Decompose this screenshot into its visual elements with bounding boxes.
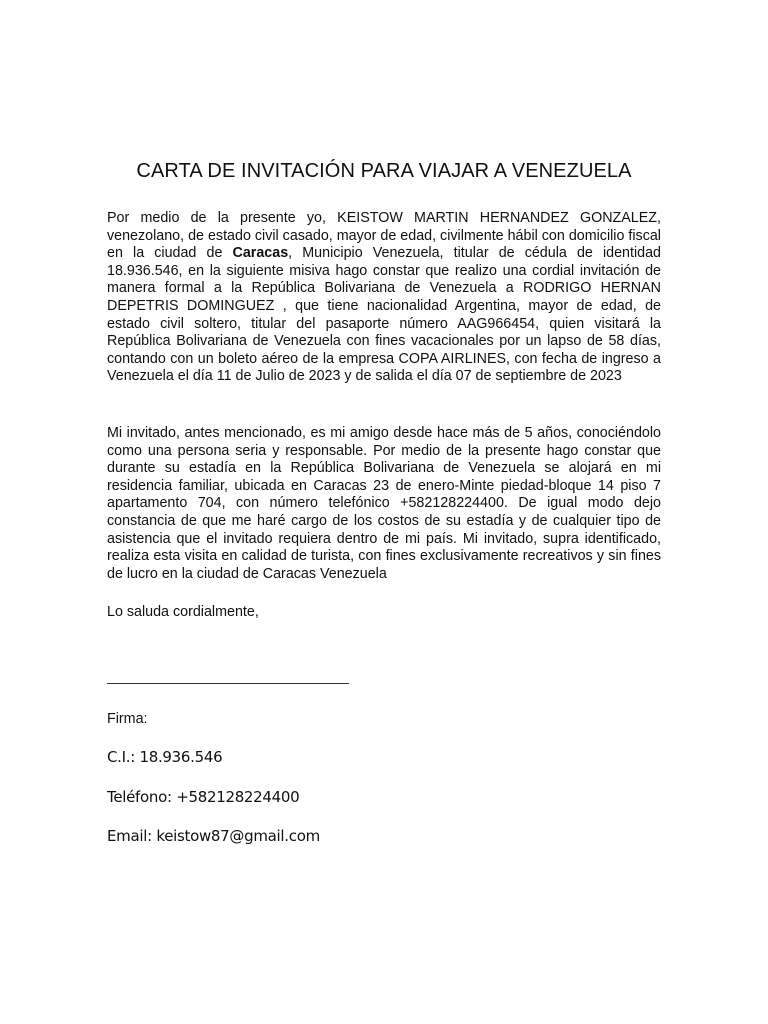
paragraph1-text-a: Por medio de la presente yo, KEISTOW MARTIN HERNANDEZ GONZALEZ, venezolano, de estado civil casado, mayor de edad, civilmente hábil con domicilio fiscal en la ciudad de: [107, 210, 661, 262]
city-name: Caracas: [232, 245, 289, 262]
phone-number: Teléfono: +582128224400: [107, 788, 300, 806]
closing-text: Lo saluda cordialmente,: [107, 604, 259, 620]
letter-title: CARTA DE INVITACIÓN PARA VIAJAR A VENEZUELA: [136, 160, 632, 182]
invitation-paragraph: [107, 210, 661, 386]
paragraph1-text-b: , Municipio Venezuela, titular de cédula de identidad 18.936.546, en la siguiente misiva hago constar que realizo una cordial invitación de manera formal a la República Bolivariana de Venezuela a RODRIGO HERNAN DEPETRIS DOMINGUEZ , que tiene nacionalidad Argentina, mayor de edad, de estado civil soltero, titular del pasaporte número AAG966454, quien visitará la República Bolivariana de Venezuela con fines vacacionales por un lapso de 58 días, contando con un boleto aéreo de la empresa COPA AIRLINES, con fecha de ingreso a Venezuela el día 11 de Julio de 2023 y de salida el día 07 de septiembre de 2023: [107, 245, 661, 385]
signature-label: Firma:: [107, 711, 148, 727]
id-number: C.I.: 18.936.546: [107, 748, 223, 766]
signature-line: [107, 683, 349, 684]
email-address: Email: keistow87@gmail.com: [107, 827, 320, 845]
guest-paragraph: Mi invitado, antes mencionado, es mi amigo desde hace más de 5 años, conociéndolo como una persona seria y responsable. Por medio de la presente hago constar que durante su estadía en la República Bolivariana de Venezuela se alojará en mi residencia familiar, ubicada en Caracas 23 de enero-Minte piedad-bloque 14 piso 7 apartamento 704, con número telefónico +582128224400. De igual modo dejo constancia de que me haré cargo de los costos de su estadía y de cualquier tipo de asistencia que el invitado requiera dentro de mi país. Mi invitado, supra identificado, realiza esta visita en calidad de turista, con fines exclusivamente recreativos y sin fines de lucro en la ciudad de Caracas Venezuela: [107, 425, 661, 582]
